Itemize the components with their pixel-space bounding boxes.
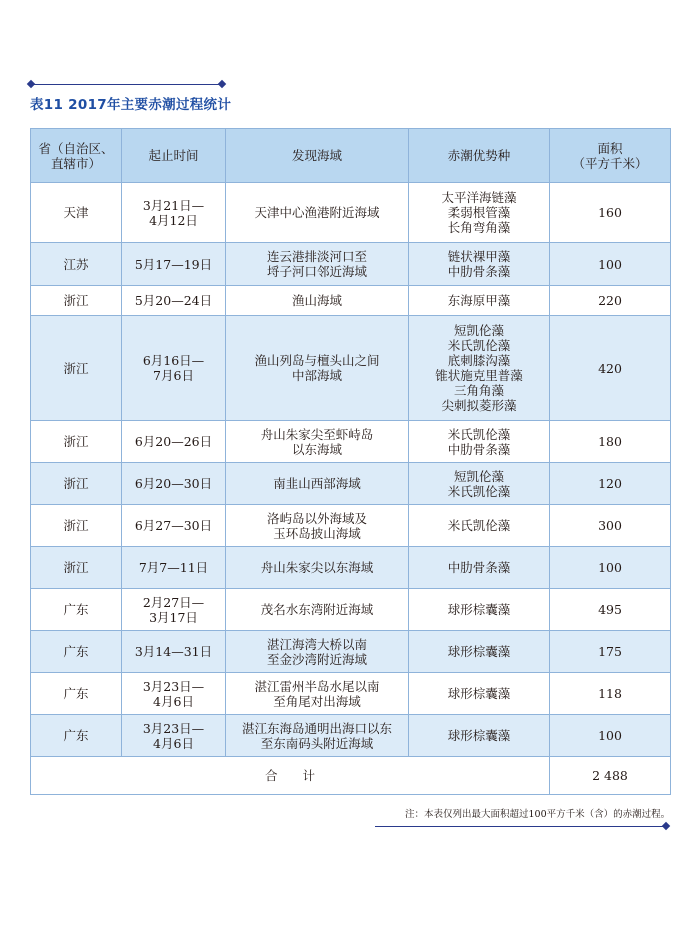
table-row (31, 673, 671, 715)
cell-species: 短凯伦藻 米氏凯伦藻 底刺膝沟藻 锥状施克里普藻 三角角藻 尖刺拟菱形藻 (409, 316, 550, 421)
cell-province: 广东 (31, 715, 122, 757)
cell-period: 6月16日— 7月6日 (122, 316, 226, 421)
cell-period: 2月27日— 3月17日 (122, 589, 226, 631)
cell-sea-area: 茂名水东湾附近海域 (226, 589, 409, 631)
cell-species: 球形棕囊藻 (409, 715, 550, 757)
cell-species: 球形棕囊藻 (409, 631, 550, 673)
table-row (31, 183, 671, 243)
red-tide-table (30, 128, 671, 795)
header-area: 面积 （平方千米） (550, 129, 671, 183)
cell-species: 球形棕囊藻 (409, 589, 550, 631)
cell-area: 220 (550, 286, 671, 316)
cell-period: 3月14—31日 (122, 631, 226, 673)
footnote: 注：本表仅列出最大面积超过100平方千米（含）的赤潮过程。 (405, 809, 671, 820)
table-row (31, 631, 671, 673)
table-row (31, 286, 671, 316)
cell-province: 浙江 (31, 421, 122, 463)
cell-species: 太平洋海链藻 柔弱根管藻 长角弯角藻 (409, 183, 550, 243)
cell-province: 浙江 (31, 463, 122, 505)
cell-period: 5月20—24日 (122, 286, 226, 316)
cell-period: 3月23日— 4月6日 (122, 715, 226, 757)
cell-area: 495 (550, 589, 671, 631)
cell-sea-area: 湛江雷州半岛水尾以南 至角尾对出海域 (226, 673, 409, 715)
cell-province: 江苏 (31, 243, 122, 286)
cell-sea-area: 湛江海湾大桥以南 至金沙湾附近海域 (226, 631, 409, 673)
cell-species: 球形棕囊藻 (409, 673, 550, 715)
total-label: 合 计 (31, 757, 550, 795)
cell-species: 中肋骨条藻 (409, 547, 550, 589)
cell-sea-area: 渔山列岛与檀头山之间 中部海域 (226, 316, 409, 421)
table-row (31, 316, 671, 421)
footnote-rule (375, 826, 665, 827)
cell-province: 浙江 (31, 505, 122, 547)
table-row (31, 715, 671, 757)
cell-area: 100 (550, 715, 671, 757)
cell-area: 100 (550, 243, 671, 286)
rule-diamond-right (218, 80, 226, 88)
table-row (31, 589, 671, 631)
table-row (31, 505, 671, 547)
table-row (31, 463, 671, 505)
cell-province: 广东 (31, 631, 122, 673)
table-row (31, 421, 671, 463)
cell-area: 300 (550, 505, 671, 547)
cell-period: 7月7—11日 (122, 547, 226, 589)
cell-province: 浙江 (31, 316, 122, 421)
cell-period: 6月20—30日 (122, 463, 226, 505)
cell-period: 3月23日— 4月6日 (122, 673, 226, 715)
cell-species: 米氏凯伦藻 中肋骨条藻 (409, 421, 550, 463)
cell-species: 链状裸甲藻 中肋骨条藻 (409, 243, 550, 286)
table-row (31, 243, 671, 286)
cell-province: 广东 (31, 673, 122, 715)
cell-sea-area: 渔山海域 (226, 286, 409, 316)
cell-species: 米氏凯伦藻 (409, 505, 550, 547)
rule-diamond-left (27, 80, 35, 88)
total-area: 2 488 (550, 757, 671, 795)
cell-sea-area: 南韭山西部海域 (226, 463, 409, 505)
title-rule (30, 84, 223, 85)
cell-area: 100 (550, 547, 671, 589)
cell-sea-area: 连云港排淡河口至 埒子河口邻近海域 (226, 243, 409, 286)
cell-province: 浙江 (31, 286, 122, 316)
cell-area: 160 (550, 183, 671, 243)
cell-sea-area: 天津中心渔港附近海域 (226, 183, 409, 243)
cell-period: 3月21日— 4月12日 (122, 183, 226, 243)
cell-sea-area: 舟山朱家尖以东海域 (226, 547, 409, 589)
cell-sea-area: 舟山朱家尖至虾峙岛 以东海域 (226, 421, 409, 463)
cell-period: 6月20—26日 (122, 421, 226, 463)
header-province: 省（自治区、 直辖市） (31, 129, 122, 183)
cell-area: 420 (550, 316, 671, 421)
cell-species: 东海原甲藻 (409, 286, 550, 316)
header-species: 赤潮优势种 (409, 129, 550, 183)
cell-sea-area: 洛屿岛以外海域及 玉环岛披山海域 (226, 505, 409, 547)
cell-area: 175 (550, 631, 671, 673)
cell-province: 广东 (31, 589, 122, 631)
total-row (31, 757, 671, 795)
cell-area: 180 (550, 421, 671, 463)
cell-area: 118 (550, 673, 671, 715)
cell-province: 浙江 (31, 547, 122, 589)
cell-period: 5月17—19日 (122, 243, 226, 286)
header-period: 起止时间 (122, 129, 226, 183)
cell-species: 短凯伦藻 米氏凯伦藻 (409, 463, 550, 505)
cell-period: 6月27—30日 (122, 505, 226, 547)
footnote-rule-diamond (662, 822, 670, 830)
header-sea-area: 发现海域 (226, 129, 409, 183)
table-title: 表11 2017年主要赤潮过程统计 (30, 97, 232, 113)
cell-sea-area: 湛江东海岛通明出海口以东 至东南码头附近海域 (226, 715, 409, 757)
cell-province: 天津 (31, 183, 122, 243)
cell-area: 120 (550, 463, 671, 505)
table-row (31, 547, 671, 589)
header-row (31, 129, 671, 183)
